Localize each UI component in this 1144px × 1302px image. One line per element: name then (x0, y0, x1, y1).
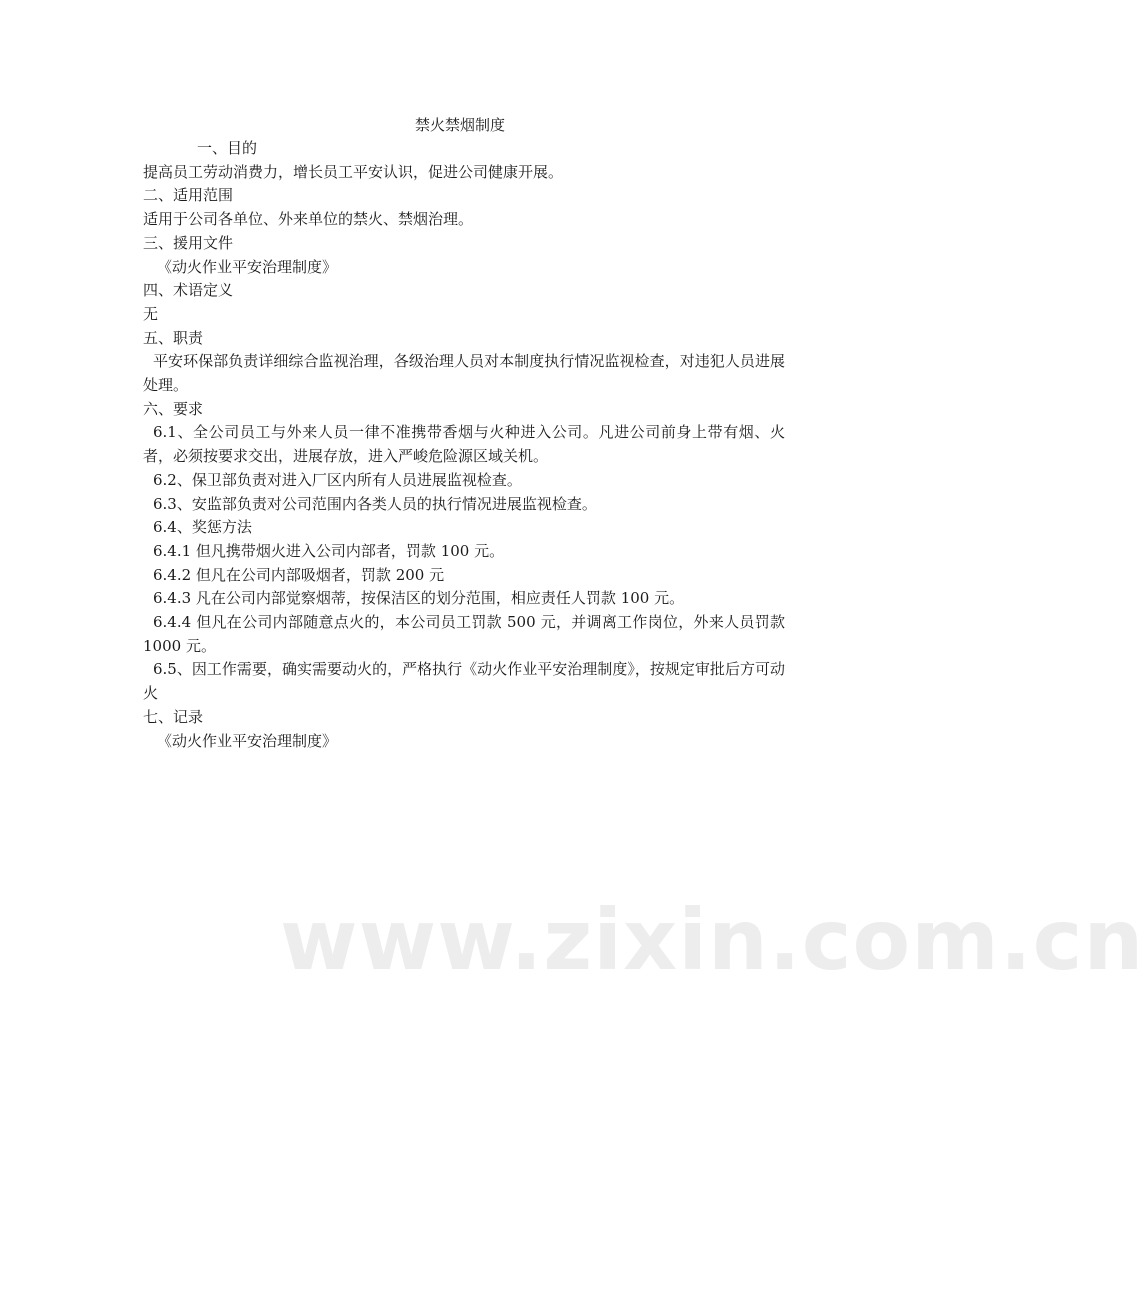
requirement-6-3: 6.3、安监部负责对公司范围内各类人员的执行情况进展监视检查。 (153, 494, 597, 513)
requirement-6-4: 6.4、奖惩方法 (153, 518, 252, 537)
section-heading-duties: 五、职责 (143, 328, 204, 347)
watermark: www.zixin.com.cn (280, 891, 1144, 989)
document-title: 禁火禁烟制度 (414, 116, 505, 134)
section-heading-scope: 二、适用范围 (143, 186, 234, 205)
references-text: 《动火作业平安治理制度》 (157, 257, 338, 276)
requirement-6-5: 6.5、因工作需要，确实需要动火的，严格执行《动火作业平安治理制度》，按规定审批后方可动火 (143, 660, 785, 703)
requirement-6-1: 6.1、全公司员工与外来人员一律不准携带香烟与火种进入公司。凡进公司前身上带有烟、火者，必须按要求交出，进展存放，进入严峻危险源区域关机。 (143, 423, 785, 466)
section-heading-requirements: 六、要求 (143, 399, 204, 418)
section-heading-purpose: 一、目的 (197, 139, 258, 157)
records-text: 《动火作业平安治理制度》 (157, 731, 338, 750)
section-heading-definitions: 四、术语定义 (143, 281, 234, 300)
definitions-text: 无 (143, 304, 159, 323)
requirement-6-4-1: 6.4.1 但凡携带烟火进入公司内部者，罚款 100 元。 (153, 541, 505, 560)
section-heading-records: 七、记录 (143, 707, 204, 726)
purpose-text: 提高员工劳动消费力，增长员工平安认识，促进公司健康开展。 (143, 162, 564, 181)
requirement-6-2: 6.2、保卫部负责对进入厂区内所有人员进展监视检查。 (153, 470, 522, 489)
document-body (143, 137, 785, 753)
requirement-6-4-2: 6.4.2 但凡在公司内部吸烟者，罚款 200 元 (153, 565, 445, 584)
requirement-6-4-3: 6.4.3 凡在公司内部觉察烟蒂，按保洁区的划分范围，相应责任人罚款 100 元。 (153, 589, 685, 608)
section-heading-references: 三、援用文件 (143, 233, 234, 252)
scope-text: 适用于公司各单位、外来单位的禁火、禁烟治理。 (143, 210, 474, 229)
requirement-6-4-4: 6.4.4 但凡在公司内部随意点火的，本公司员工罚款 500 元，并调离工作岗位，外来人员罚款 1000 元。 (143, 613, 785, 655)
duties-text: 平安环保部负责详细综合监视治理，各级治理人员对本制度执行情况监视检查，对违犯人员进展处理。 (143, 352, 785, 395)
